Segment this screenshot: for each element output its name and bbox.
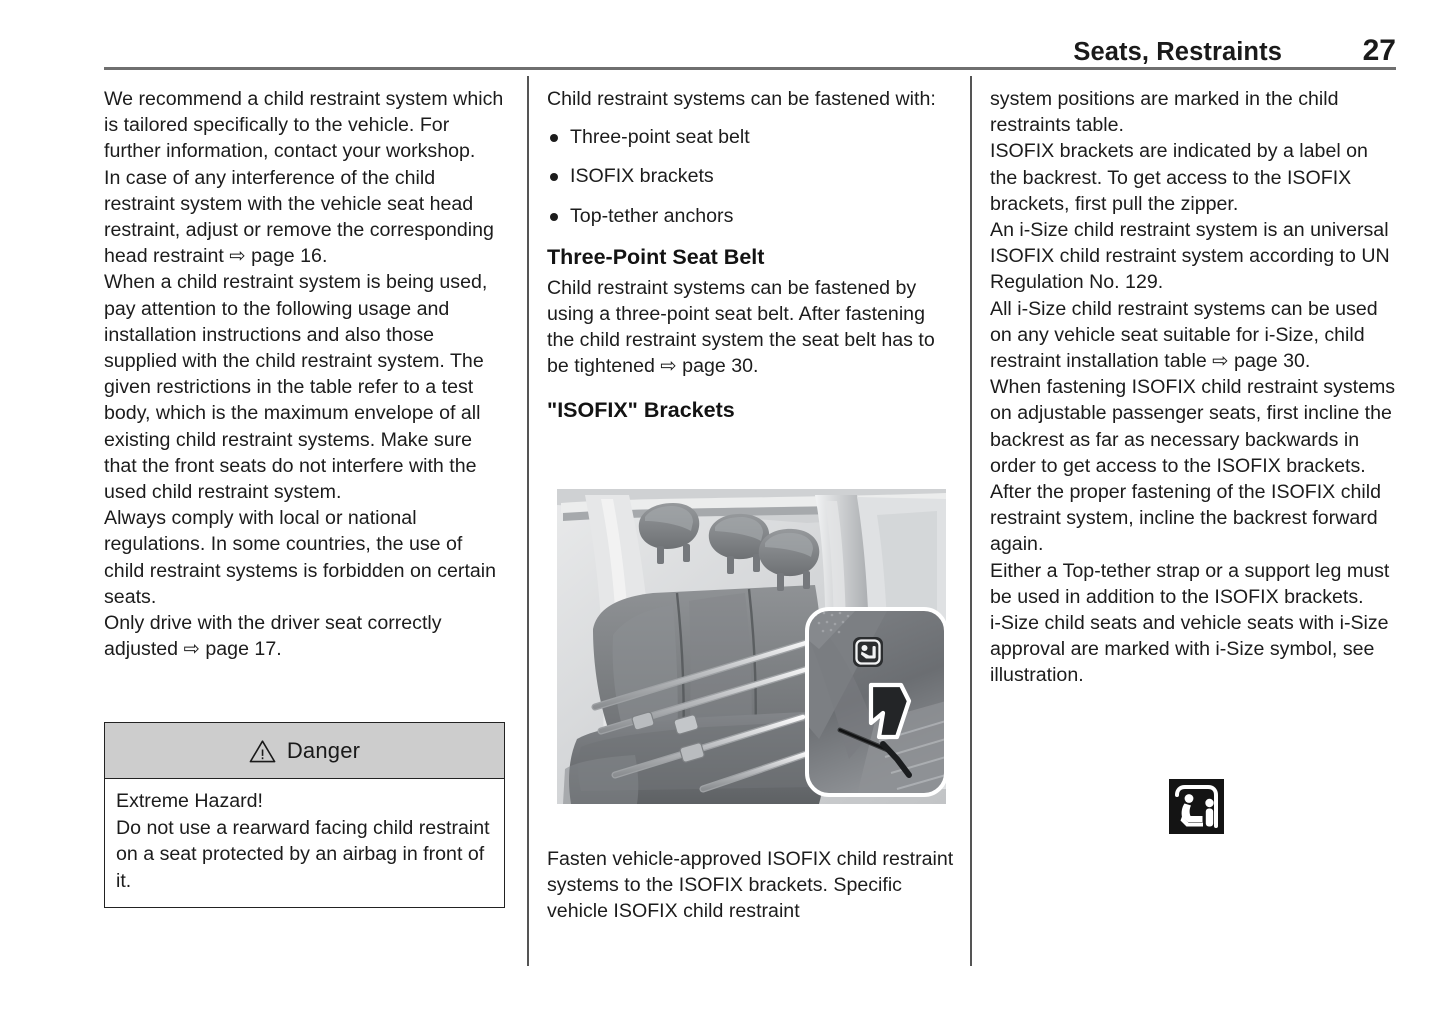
- column-one: [104, 86, 508, 662]
- bullet-dot-icon: [550, 213, 558, 221]
- column-two: [547, 86, 951, 428]
- paragraph: Either a Top-tether strap or a support leg must be used in addition to the ISOFIX brackets.: [990, 559, 1390, 608]
- paragraph: All i-Size child restraint systems can be used on any vehicle seat suitable for i-Size, child restraint installation table ⇨ page 30.: [990, 297, 1378, 373]
- paragraph: An i-Size child restraint system is an universal ISOFIX child restraint system according to UN Regulation No. 129.: [990, 219, 1390, 294]
- danger-body: [105, 779, 504, 907]
- paragraph: When a child restraint system is being used, pay attention to the following usage and installation instructions and also those supplied with the child restraint system. The given restrictions in the table refer to a test body, which is the maximum envelope of all existing child restraint systems. Make sure that the front seats do not interfere with the used child restraint system.: [104, 271, 488, 504]
- paragraph: Child restraint systems can be fastened by using a three-point seat belt. After fastening the child restraint system the seat belt has to be tightened ⇨ page 30.: [547, 276, 935, 378]
- danger-warning-box: [104, 722, 505, 908]
- danger-header: [105, 723, 504, 779]
- paragraph: When fastening ISOFIX child restraint systems on adjustable passenger seats, first incline the backrest as far as necessary backwards in order to get access to the ISOFIX brackets.: [990, 376, 1396, 477]
- paragraph: Always comply with local or national regulations. In some countries, the use of child restraint systems is forbidden on certain seats.: [104, 507, 497, 608]
- warning-triangle-icon: [249, 739, 276, 763]
- paragraph: system positions are marked in the child restraints table.: [990, 88, 1339, 137]
- list-item: [547, 163, 951, 189]
- column-divider-2: [970, 76, 972, 966]
- list-item-label: Top-tether anchors: [570, 204, 734, 227]
- paragraph: After the proper fastening of the ISOFIX child restraint system, incline the backrest forward again.: [990, 481, 1381, 556]
- list-item-label: Three-point seat belt: [570, 126, 750, 149]
- section-heading-three-point-seat-belt: Three-Point Seat Belt: [547, 244, 765, 269]
- page-header: [104, 34, 1396, 72]
- section-heading-isofix-brackets: "ISOFIX" Brackets: [547, 397, 735, 422]
- danger-line: Extreme Hazard!: [116, 790, 264, 812]
- i-size-symbol-icon: [1169, 779, 1224, 834]
- paragraph: i-Size child seats and vehicle seats with i-Size approval are marked with i-Size symbol, see illustration.: [990, 612, 1389, 687]
- paragraph: We recommend a child restraint system which is tailored specifically to the vehicle. For further information, contact your workshop.: [104, 88, 504, 163]
- paragraph: Only drive with the driver seat correctly adjusted ⇨ page 17.: [104, 612, 442, 661]
- figure-caption-text: Fasten vehicle-approved ISOFIX child restraint systems to the ISOFIX brackets. Specific vehicle ISOFIX child restraint: [547, 848, 954, 923]
- column-divider-1: [527, 76, 529, 966]
- list-item-label: ISOFIX brackets: [570, 165, 714, 188]
- page-title: Seats, Restraints: [1073, 38, 1282, 66]
- list-item: [547, 124, 951, 150]
- paragraph: Child restraint systems can be fastened with:: [547, 88, 936, 110]
- danger-line: Do not use a rearward facing child restraint on a seat protected by an airbag in front of it.: [116, 816, 490, 892]
- isofix-brackets-illustration: [557, 489, 946, 804]
- page-number: 27: [1362, 34, 1396, 67]
- paragraph: ISOFIX brackets are indicated by a label on the backrest. To get access to the ISOFIX brackets, first pull the zipper.: [990, 140, 1368, 215]
- danger-title: Danger: [286, 737, 361, 763]
- header-rule: [104, 67, 1396, 70]
- figure-caption: [547, 846, 957, 925]
- bullet-dot-icon: [550, 134, 558, 142]
- paragraph: In case of any interference of the child restraint system with the vehicle seat head restraint, adjust or remove the corresponding head restraint ⇨ page 16.: [104, 166, 494, 268]
- list-item: [547, 203, 951, 229]
- fastening-methods-list: [547, 124, 951, 229]
- column-three: [990, 86, 1396, 689]
- bullet-dot-icon: [550, 173, 558, 181]
